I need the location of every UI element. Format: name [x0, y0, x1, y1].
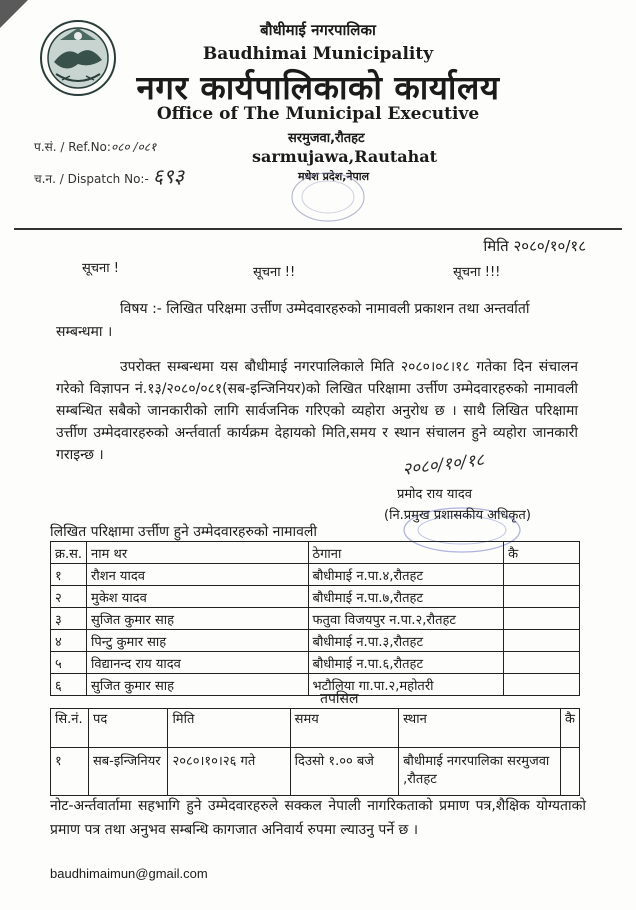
notice-label-1: सूचना !	[82, 261, 119, 276]
column-header: कै	[560, 709, 579, 748]
cell-address: बौधीमाई न.पा.३,रौतहट	[308, 630, 504, 652]
contact-email: baudhimaimun@gmail.com	[50, 866, 208, 881]
letter-date: मिति २०८०/१०/१८	[483, 237, 586, 255]
cell-name: रौशन यादव	[87, 564, 308, 586]
cell-post: सब-इन्जिनियर	[88, 748, 167, 796]
cell-serial: ६	[51, 674, 87, 696]
column-header: नाम थर	[87, 542, 308, 564]
letter-subject: विषय :- लिखित परिक्षमा उर्त्तीण उम्मेदवारहरुको नामावली प्रकाशन तथा अन्तर्वार्ता सम्बन्धमा ।	[56, 301, 530, 340]
cell-address: बौधीमाई न.पा.६,रौतहट	[308, 652, 504, 674]
table-header-row	[51, 542, 580, 564]
cell-time: दिउसो १.०० बजे	[290, 748, 398, 796]
letter-body: उपरोक्त सम्बन्धमा यस बौधीमाई नगरपालिकाले मिति २०८०।०८।१८ गतेका दिन संचालन गरेको विज्ञापन नं.१३/२०८०/०८१(सब-इन्जिनियर)को लिखित परिक्षामा उर्त्तीण उम्मेदवारहरुको नामावली सम्बन्धित सबैको जानकारीको लागि सार्वजनिक गरिएको व्यहोरा अनुरोध छ । साथै लिखित परिक्षामा उर्त्तीण उम्मेदवारहरुको अर्न्तवार्ता कार्यक्रम देहायको मिति,समय र स्थान संचालन हुने व्यहोरा जानकारी गराइन्छ ।	[56, 359, 578, 463]
cell-remarks	[504, 674, 580, 696]
cell-name: सुजित कुमार साह	[87, 608, 308, 630]
dispatch-value: ६९३	[152, 164, 184, 188]
cell-name: मुकेश यादव	[87, 586, 308, 608]
table-row	[51, 674, 580, 696]
column-header: स्थान	[399, 709, 561, 748]
ref-value: ०८० /०८१	[110, 140, 157, 154]
schedule-table	[50, 708, 580, 796]
notice-label-3: सूचना !!!	[453, 265, 501, 280]
cell-remarks	[504, 652, 580, 674]
candidate-list-title: लिखित परिक्षामा उर्त्तीण हुने उम्मेदवारहरुको नामावली	[50, 524, 317, 540]
cell-serial: २	[51, 586, 87, 608]
office-name-np: नगर कार्यपालिकाको कार्यालय	[136, 68, 500, 107]
office-name-en: Office of The Municipal Executive	[156, 104, 480, 124]
cell-remarks	[560, 748, 579, 796]
office-stamp-icon	[286, 168, 370, 226]
header-divider	[14, 228, 622, 230]
cell-serial: ४	[51, 630, 87, 652]
column-header: समय	[290, 709, 398, 748]
address-np: सरमुजवा,रौतहट	[288, 131, 365, 146]
table-row	[51, 586, 580, 608]
cell-address: बौधीमाई न.पा.४,रौतहट	[308, 564, 504, 586]
cell-address: फतुवा विजयपुर न.पा.२,रौतहट	[308, 608, 504, 630]
cell-serial: ३	[51, 608, 87, 630]
column-header: ठेगाना	[308, 542, 504, 564]
column-header: कै	[504, 542, 580, 564]
cell-remarks	[504, 608, 580, 630]
cell-remarks	[504, 630, 580, 652]
table-row	[51, 630, 580, 652]
cell-serial: १	[51, 748, 89, 796]
handwritten-signature-date: २०८०/१०/१८	[401, 450, 486, 480]
municipality-name-np: बौधीमाई नगरपालिका	[260, 21, 376, 39]
cell-serial: १	[51, 564, 87, 586]
ref-label: प.सं. / Ref.No:	[34, 140, 111, 154]
province: मधेश प्रदेश,नेपाल	[298, 170, 370, 183]
table-row	[51, 564, 580, 586]
cell-date: २०८०।१०।२६ गते	[168, 748, 290, 796]
table-row	[51, 652, 580, 674]
address-en: sarmujawa,Rautahat	[252, 147, 438, 166]
signer-name: प्रमोद राय यादव	[397, 487, 472, 502]
cell-name: विद्यानन्द राय यादव	[87, 652, 308, 674]
column-header: सि.नं.	[51, 709, 89, 748]
column-header: मिति	[168, 709, 290, 748]
candidate-table	[50, 541, 580, 696]
cell-address: भटौलिया गा.पा.२,महोतरी	[308, 674, 504, 696]
cell-address: बौधीमाई न.पा.७,रौतहट	[308, 586, 504, 608]
cell-name: सुजित कुमार साह	[87, 674, 308, 696]
signer-title: (नि.प्रमुख प्रशासकीय अधिकृत)	[384, 508, 531, 523]
note-paragraph: नोट-अर्न्तवार्तामा सहभागि हुने उम्मेदवारहरुले सक्कल नेपाली नागरिकताको प्रमाण पत्र,शैक्षिक योग्यताको प्रमाण पत्र तथा अनुभव सम्बन्धि कागजात अनिवार्य रुपमा ल्याउनु पर्ने छ ।	[50, 798, 586, 838]
schedule-title: तपसिल	[320, 691, 359, 707]
cell-remarks	[504, 586, 580, 608]
dispatch-label: च.न. / Dispatch No:-	[34, 172, 149, 186]
cell-remarks	[504, 564, 580, 586]
dispatch-number	[34, 162, 184, 189]
table-row	[51, 748, 580, 796]
column-header: पद	[88, 709, 167, 748]
cell-name: पिन्टु कुमार साह	[87, 630, 308, 652]
ref-number	[34, 138, 156, 155]
cell-venue: बौधीमाई नगरपालिका सरमुजवा ,रौतहट	[399, 748, 561, 796]
municipality-name-en: Baudhimai Municipality	[202, 44, 434, 64]
table-header-row	[51, 709, 580, 748]
table-row	[51, 608, 580, 630]
column-header: क्र.स.	[51, 542, 87, 564]
cell-serial: ५	[51, 652, 87, 674]
notice-label-2: सूचना !!	[253, 265, 296, 280]
